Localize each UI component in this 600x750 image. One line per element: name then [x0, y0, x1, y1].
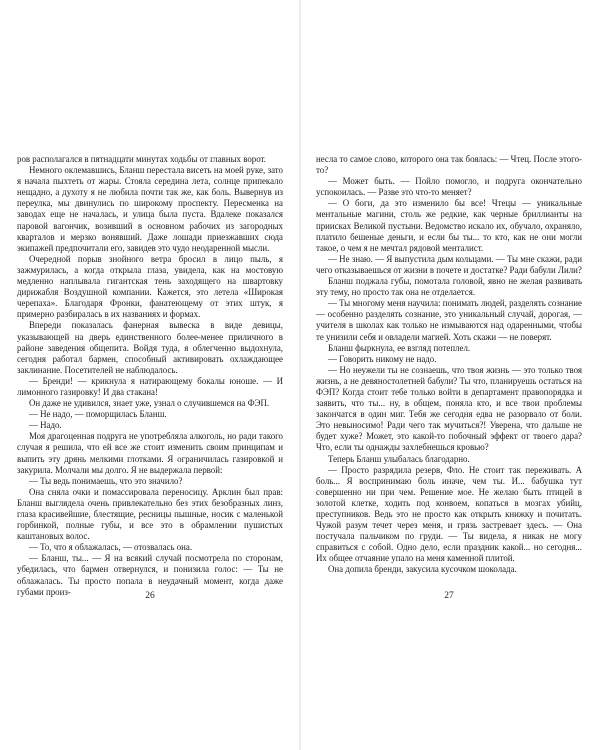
paragraph: Она допила бренди, закусила кусочком шоколада. — [328, 564, 517, 575]
paragraph: — Бренди! — крикнула я натирающему бокалы юноше. — И лимонного газировку! И два стакана! — [17, 375, 283, 397]
paragraph: — Может быть. — Пойло помогло, и подруга окончательно успокоилась. — Разве это что-то меняет? — [316, 176, 582, 198]
paragraph: Она сняла очки и помассировала переносицу. Арклин был прав: Бланш выглядела очень привлекательно без этих безобразных линз, глаза красивейшие, блестящие, ресницы пышные, носик с маленькой горбинкой, полные губы, и все это в обрамлении пушистых каштановых волос. — [17, 486, 283, 542]
left-page-number: 26 — [145, 591, 155, 601]
paragraph: — Но неужели ты не сознаешь, что твоя жизнь — это только твоя жизнь, а не девяностолетней бабули? Ты что, планируешь остаться на ФЭП? Когда стоит тебе только войти в департамент правопорядка и заявить, что ты... ну, в общем, поняла кто, и все твои проблемы закончатся в один миг. Тебя же сегодня едва не разорвало от боли. Это невыносимо! Ради чего так мучиться?! Уверена, что дальше не будет хуже? Может, это какой-то побочный эффект от твоего дара? Что, если ты однажды захлебнешься кровью? — [316, 364, 582, 453]
paragraph: — Бланш, ты... — Я на всякий случай посмотрела по сторонам, убедилась, что бармен отвернулся, и понизила голос: — Ты не облажалась. Ты просто попала в неудачный момент, когда даже губами произ- — [17, 553, 283, 597]
right-page-number: 27 — [444, 591, 454, 601]
paragraph: — Не знаю. — Я выпустила дым кольцами. — Ты мне скажи, ради чего отказываешься от жизни в почете и достатке? Ради бабули Лили? — [316, 253, 582, 275]
paragraph: Бланш поджала губы, помотала головой, явно не желая развивать эту тему, но просто так она не отделается. — [316, 276, 582, 298]
paragraph: — Просто разрядила резерв, Фло. Не стоит так переживать. А боль... Я воспринимаю боль иначе, чем ты. И... бабушка тут совершенно ни при чем. Решение мое. Не желаю быть птицей в золотой клетке, ходить под конвоем, копаться в мозгах убийц, преступников. Ведь это не просто как открыть книжку и почитать. Чужой разум течет через меня, и грязь застревает здесь. — Она постучала пальчиком по груди. — Ты видела, я никак не могу справиться с собой. Одно дело, если праздник какой... но сегодня... Их общее отчаяние упало на меня каменной плитой. — [316, 464, 582, 564]
paragraph: — Не надо, — поморщилась Бланш. — [29, 409, 167, 420]
paragraph: Очередной порыв знойного ветра бросил в лицо пыль, я зажмурилась, а когда открыла глаза, увидела, как на мостовую медленно наплывала гигантская тень заходящего на швартовку дирижабля Воздушной компании. Кажется, это летела «Широкая черепаха». Благодаря Фронки, фанатеющему от этих штук, я примерно разбиралась в их названиях и формах. — [17, 253, 283, 320]
left-page-text — [17, 154, 283, 598]
right-page-text — [316, 154, 582, 576]
paragraph: Теперь Бланш улыбалась благодарно. — [328, 453, 470, 464]
book-gutter — [299, 0, 301, 750]
paragraph: Бланш фыркнула, ее взгляд потеплел. — [328, 342, 471, 353]
paragraph: — Говорить никому не надо. — [328, 353, 437, 364]
paragraph: несла то самое слово, которого она так боялась: — Чтец. После этого-то? — [316, 154, 582, 176]
paragraph: Моя драгоценная подруга не употребляла алкоголь, но ради такого случая я решила, что ей все же стоит изменить своим принципам и выпить эту дрянь мелкими глотками. Я ограничилась газировкой и закурила. Молчали мы долго. Я не выдержала первой: — [17, 431, 283, 475]
paragraph: — Ты многому меня научила: понимать людей, разделять сознание — особенно разделять сознание, это уникальный случай, дорогая, — учителя в школах как только не измываются над одаренными, чтобы те унизили себя и овладели магией. Хоть скажи — не поверят. — [316, 298, 582, 342]
paragraph: — То, что я облажалась, — отозвалась она. — [29, 542, 193, 553]
paragraph: Он даже не удивился, знает уже, узнал о случившемся на ФЭП. — [29, 398, 270, 409]
paragraph: Немного оклемавшись, Бланш перестала висеть на моей руке, зато я начала пыхтеть от жары. Стояла середина лета, солнце припекало нещадно, а духоту я не любила почти так же, как боль. Вывернув из переулка, мы двинулись по широкому проспекту. Пересменка на заводах еще не началась, и улица была пуста. Вдалеке показался паровой вагончик, возивший в основном рабочих из загородных кварталов и мерзко вонявший. Даже лошади приезжавших сюда экипажей предпочитали его, завидев это чудо неодаренной мысли. — [17, 165, 283, 253]
paragraph: — Ты ведь понимаешь, что это значило? — [29, 475, 183, 486]
paragraph: ров располагался в пятнадцати минутах ходьбы от главных ворот. — [17, 154, 266, 164]
paragraph: — Надо. — [29, 420, 62, 431]
paragraph: Впереди показалась фанерная вывеска в виде девицы, указывающей на дверь единственного более-менее приличного в районе заведения общепита. Войдя туда, я облегченно выдохнула, сегодня работал бармен, способный активировать охлаждающее заклинание. Посетителей не наблюдалось. — [17, 320, 283, 375]
paragraph: — О боги, да это изменило бы все! Чтецы — уникальные ментальные магини, столь же редкие, как черные бриллианты на приисках Великой пустыни. Ведомство искало их, обучало, охраняло, платило бешеные деньги, и если бы ты... то кто, как не они могли такое, о чем я не мечтал рядовой менталист. — [316, 198, 582, 253]
